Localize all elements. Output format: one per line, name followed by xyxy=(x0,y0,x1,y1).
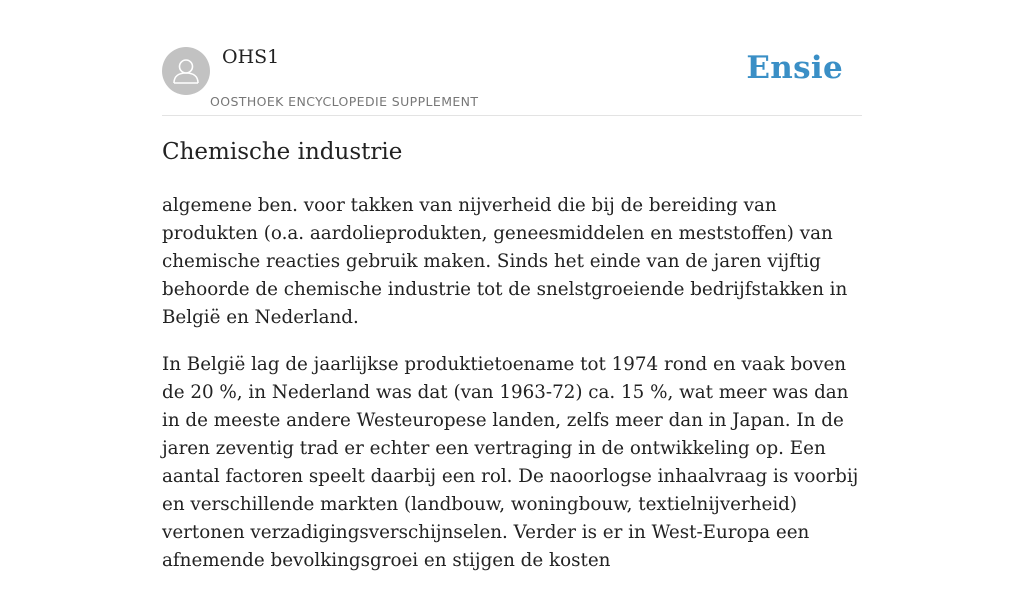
article-body xyxy=(162,192,862,594)
header xyxy=(162,0,862,116)
article-title: Chemische industrie xyxy=(162,139,403,165)
ensie-logo[interactable]: Ensie xyxy=(746,50,843,86)
article-paragraph: algemene ben. voor takken van nijverheid die bij de bereiding van produkten (o.a. aardolieprodukten, geneesmiddelen en meststoffen) van chemische reacties gebruik maken. Sinds het einde van de jaren vijftig behoorde de chemische industrie tot de snelstgroeiende bedrijfstakken in België en Nederland. xyxy=(162,195,848,328)
article-paragraph: In België lag de jaarlijkse produktietoename tot 1974 rond en vaak boven de 20 %, in Nederland was dat (van 1963-72) ca. 15 %, wat meer was dan in de meeste andere Westeuropese landen, zelfs meer dan in Japan. In de jaren zeventig trad er echter een vertraging in de ontwikkeling op. Een aantal factoren speelt daarbij een rol. De naoorlogse inhaalvraag is voorbij en verschillende markten (landbouw, woningbouw, textielnijverheid) vertonen verzadigingsverschijnselen. Verder is er in West-Europa een afnemende bevolkingsgroei en stijgen de kosten xyxy=(162,354,859,571)
user-icon[interactable] xyxy=(162,47,210,95)
source-label[interactable]: OOSTHOEK ENCYCLOPEDIE SUPPLEMENT xyxy=(210,94,479,109)
author-name[interactable]: OHS1 xyxy=(222,46,280,68)
page xyxy=(162,0,862,571)
